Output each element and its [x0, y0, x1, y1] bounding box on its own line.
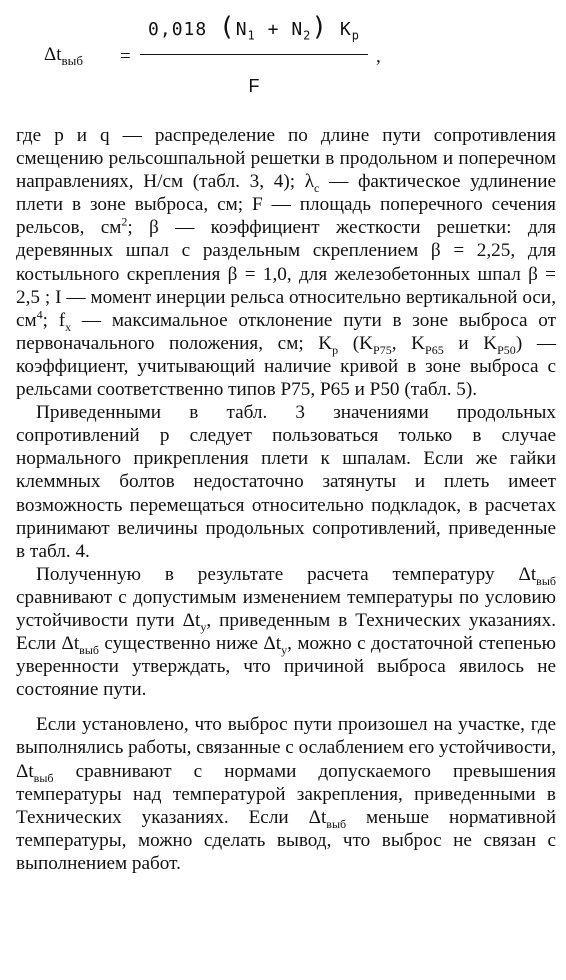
formula-denominator: F [248, 76, 260, 96]
subscript: p [332, 342, 339, 357]
subscript: выб [79, 642, 100, 657]
formula-comma: , [376, 46, 381, 67]
text-run: сравнивают с нормами допускаемого превышения температуры над температурой закрепления, приведенными в Технических указаниях. Если Δt [16, 760, 556, 828]
formula-lhs [44, 44, 83, 66]
text-run: и K [443, 332, 498, 354]
formula-paren-close: ) [311, 12, 329, 42]
superscript: 4 [36, 307, 43, 322]
formula-k-sub: p [351, 28, 360, 43]
formula-fraction-bar [140, 54, 368, 55]
paragraph-longitudinal-resistance: Приведенными в табл. 3 значениями продольных сопротивлений p следует пользоваться только в случае нормального прикрепления плети к шпалам. Если же гайки клеммных болтов недостаточно затянуты и плеть имеет возможность перемещаться относительно подкладок, в расчетах принимают величины продольных сопротивлений, приведенные в табл. 4. [16, 402, 556, 562]
formula-paren-open: ( [219, 12, 236, 42]
body-text [16, 124, 556, 875]
subscript: c [314, 181, 320, 196]
text-run: , приведенным в Технических указаниях. Если Δt [16, 609, 556, 655]
formula-numerator [140, 12, 368, 42]
subscript: x [65, 319, 72, 334]
subscript: P50 [497, 342, 516, 357]
formula-n1: N [235, 19, 248, 40]
subscript: P75 [373, 342, 392, 357]
subscript: выб [326, 816, 347, 831]
subscript: выб [33, 770, 54, 785]
text-run: , K [391, 332, 426, 354]
text-run: — максимальное отклонение пути в зоне выброса от первоначального положения, см; K [16, 309, 556, 354]
text-run: сравнивают с допустимым изменением температуры по условию устойчивости пути Δt [16, 586, 556, 631]
text-run: ) — коэффициент, учитывающий наличие кривой в зоне выброса с рельсами соответственно типов Р75, Р65 и Р50 (табл. 5). [16, 332, 557, 401]
text-run: существенно ниже Δt [99, 633, 282, 655]
subscript: выб [536, 573, 556, 588]
formula-lhs-sub: выб [61, 52, 83, 68]
formula-n2: N [291, 19, 304, 40]
text-run: ; f [42, 309, 66, 331]
paragraph-works-conclusion [16, 713, 556, 875]
paragraph-definitions [16, 124, 556, 401]
subscript: y [200, 619, 207, 634]
text-run: , можно с достаточной степенью уверенности утверждать, что причиной выброса явилось не состояние пути. [16, 633, 557, 701]
text-run: меньше нормативной температуры, можно сделать вывод, что выброс не связан с выполнением работ. [16, 806, 557, 874]
formula-n2-sub: 2 [303, 28, 312, 43]
formula-plus: + [267, 19, 280, 40]
formula-lhs-symbol: Δt [44, 44, 62, 65]
text-run: — фактическое удлинение плети в зоне выброса, см; F — площадь поперечного сечения рельсов, см [16, 171, 556, 239]
subscript: y [281, 642, 288, 657]
text-run: Если установлено, что выброс пути произошел на участке, где выполнялись работы, связанные с ослаблением его устойчивости, Δt [16, 714, 556, 782]
text-run: Полученную в результате расчета температуру Δt [36, 563, 537, 585]
superscript: 2 [121, 214, 128, 229]
formula-n1-sub: 1 [247, 28, 256, 43]
subscript: P65 [425, 342, 444, 357]
text-run: (K [338, 332, 374, 354]
formula-equals: = [120, 46, 131, 67]
paragraph-temperature-comparison [16, 563, 556, 702]
formula [0, 0, 566, 110]
text-run: ; β — коэффициент жесткости решетки: для деревянных шпал с раздельным скреплением β = 2,25, для костыльного скрепления β = 1,0, для железобетонных шпал β = 2,5 ; I — момент инерции рельса относительно вертикальной оси, см [16, 217, 556, 331]
formula-k: K [339, 19, 352, 40]
formula-coef: 0,018 [148, 19, 208, 40]
text-run: где p и q — распределение по длине пути сопротивления смещению рельсошпальной решетки в продольном и поперечном направлениях, Н/см (табл. 3, 4); λ [16, 125, 556, 193]
